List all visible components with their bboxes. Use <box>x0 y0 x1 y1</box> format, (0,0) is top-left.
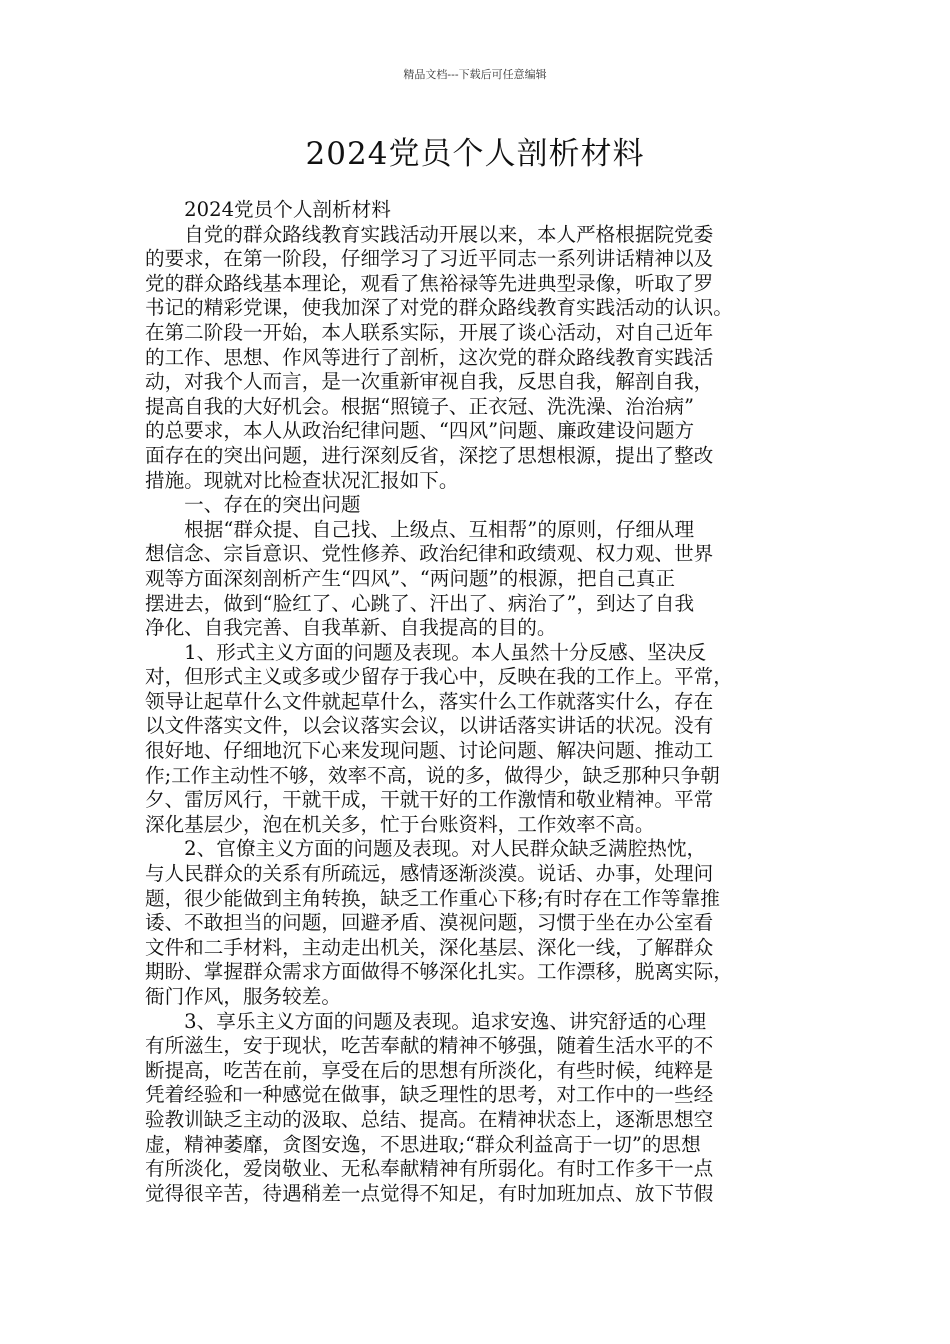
body-line: 领导让起草什么文件就起草什么，落实什么工作就落实什么，存在 <box>145 689 714 713</box>
body-line: 党的群众路线基本理论，观看了焦裕禄等先进典型录像，听取了罗 <box>145 271 714 295</box>
body-line: 夕、雷厉风行，干就干成，干就干好的工作激情和敬业精神。平常 <box>145 788 714 812</box>
body-line: 3、享乐主义方面的问题及表现。追求安逸、讲究舒适的心理 <box>145 1009 707 1033</box>
body-line: 净化、自我完善、自我革新、自我提高的目的。 <box>145 616 557 640</box>
body-line: 2024党员个人剖析材料 <box>145 198 391 221</box>
body-line: 提高自我的大好机会。根据“照镜子、正衣冠、洗洗澡、治治病” <box>145 394 695 418</box>
body-line: 根据“群众提、自己找、上级点、互相帮”的原则，仔细从理 <box>145 517 695 541</box>
body-line: 摆进去，做到“脸红了、心跳了、汗出了、病治了”，到达了自我 <box>145 591 695 615</box>
body-line: 有所淡化，爱岗敬业、无私奉献精神有所弱化。有时工作多干一点 <box>145 1157 714 1181</box>
body-line: 书记的精彩党课，使我加深了对党的群众路线教育实践活动的认识。 <box>145 296 733 320</box>
body-line: 一、存在的突出问题 <box>145 493 361 517</box>
body-line: 虚，精神萎靡，贪图安逸，不思进取;“群众利益高于一切”的思想 <box>145 1132 701 1156</box>
document-title: 2024党员个人剖析材料 <box>305 136 645 172</box>
body-line: 1、形式主义方面的问题及表现。本人虽然十分反感、坚决反 <box>145 640 707 664</box>
body-line: 以文件落实文件，以会议落实会议，以讲话落实讲话的状况。没有 <box>145 714 714 738</box>
body-line: 对，但形式主义或多或少留存于我心中，反映在我的工作上。平常， <box>145 665 733 689</box>
body-line: 观等方面深刻剖析产生“四风”、“两问题”的根源，把自己真正 <box>145 566 675 590</box>
body-line: 的要求，在第一阶段，仔细学习了习近平同志一系列讲话精神以及 <box>145 247 714 271</box>
body-line: 衙门作风，服务较差。 <box>145 985 341 1008</box>
body-line: 面存在的突出问题，进行深刻反省，深挖了思想根源，提出了整改 <box>145 443 714 467</box>
body-line: 动，对我个人而言，是一次重新审视自我，反思自我，解剖自我， <box>145 370 714 394</box>
body-line: 2、官僚主义方面的问题及表现。对人民群众缺乏满腔热忱， <box>145 837 707 861</box>
page-header: 精品文档---下载后可任意编辑 <box>403 68 547 81</box>
body-line: 凭着经验和一种感觉在做事，缺乏理性的思考，对工作中的一些经 <box>145 1083 714 1107</box>
body-line: 作;工作主动性不够，效率不高，说的多，做得少，缺乏那种只争朝 <box>145 763 720 787</box>
body-line: 与人民群众的关系有所疏远，感情逐渐淡漠。说话、办事，处理问 <box>145 862 714 886</box>
body-line: 诿、不敢担当的问题，回避矛盾、漠视问题，习惯于坐在办公室看 <box>145 911 714 935</box>
body-line: 想信念、宗旨意识、党性修养、政治纪律和政绩观、权力观、世界 <box>145 542 714 566</box>
document-body <box>145 198 809 1206</box>
body-line: 自党的群众路线教育实践活动开展以来，本人严格根据院党委 <box>145 222 714 246</box>
body-line: 有所滋生，安于现状，吃苦奉献的精神不够强，随着生活水平的不 <box>145 1034 714 1058</box>
body-line: 文件和二手材料，主动走出机关，深化基层、深化一线，了解群众 <box>145 935 714 959</box>
body-line: 的总要求，本人从政治纪律问题、“四风”问题、廉政建设问题方 <box>145 419 695 443</box>
body-line: 在第二阶段一开始，本人联系实际，开展了谈心活动，对自己近年 <box>145 320 714 344</box>
body-line: 验教训缺乏主动的汲取、总结、提高。在精神状态上，逐渐思想空 <box>145 1107 714 1131</box>
body-line: 措施。现就对比检查状况汇报如下。 <box>145 468 459 492</box>
body-line: 深化基层少，泡在机关多，忙于台账资料，工作效率不高。 <box>145 812 655 836</box>
body-line: 断提高，吃苦在前，享受在后的思想有所淡化，有些时候，纯粹是 <box>145 1058 714 1082</box>
body-line: 题，很少能做到主角转换，缺乏工作重心下移;有时存在工作等靠推 <box>145 886 720 910</box>
body-line: 很好地、仔细地沉下心来发现问题、讨论问题、解决问题、推动工 <box>145 739 714 763</box>
body-line: 的工作、思想、作风等进行了剖析，这次党的群众路线教育实践活 <box>145 345 714 369</box>
body-line: 觉得很辛苦，待遇稍差一点觉得不知足，有时加班加点、放下节假 <box>145 1181 714 1205</box>
body-line: 期盼、掌握群众需求方面做得不够深化扎实。工作漂移，脱离实际， <box>145 960 733 984</box>
